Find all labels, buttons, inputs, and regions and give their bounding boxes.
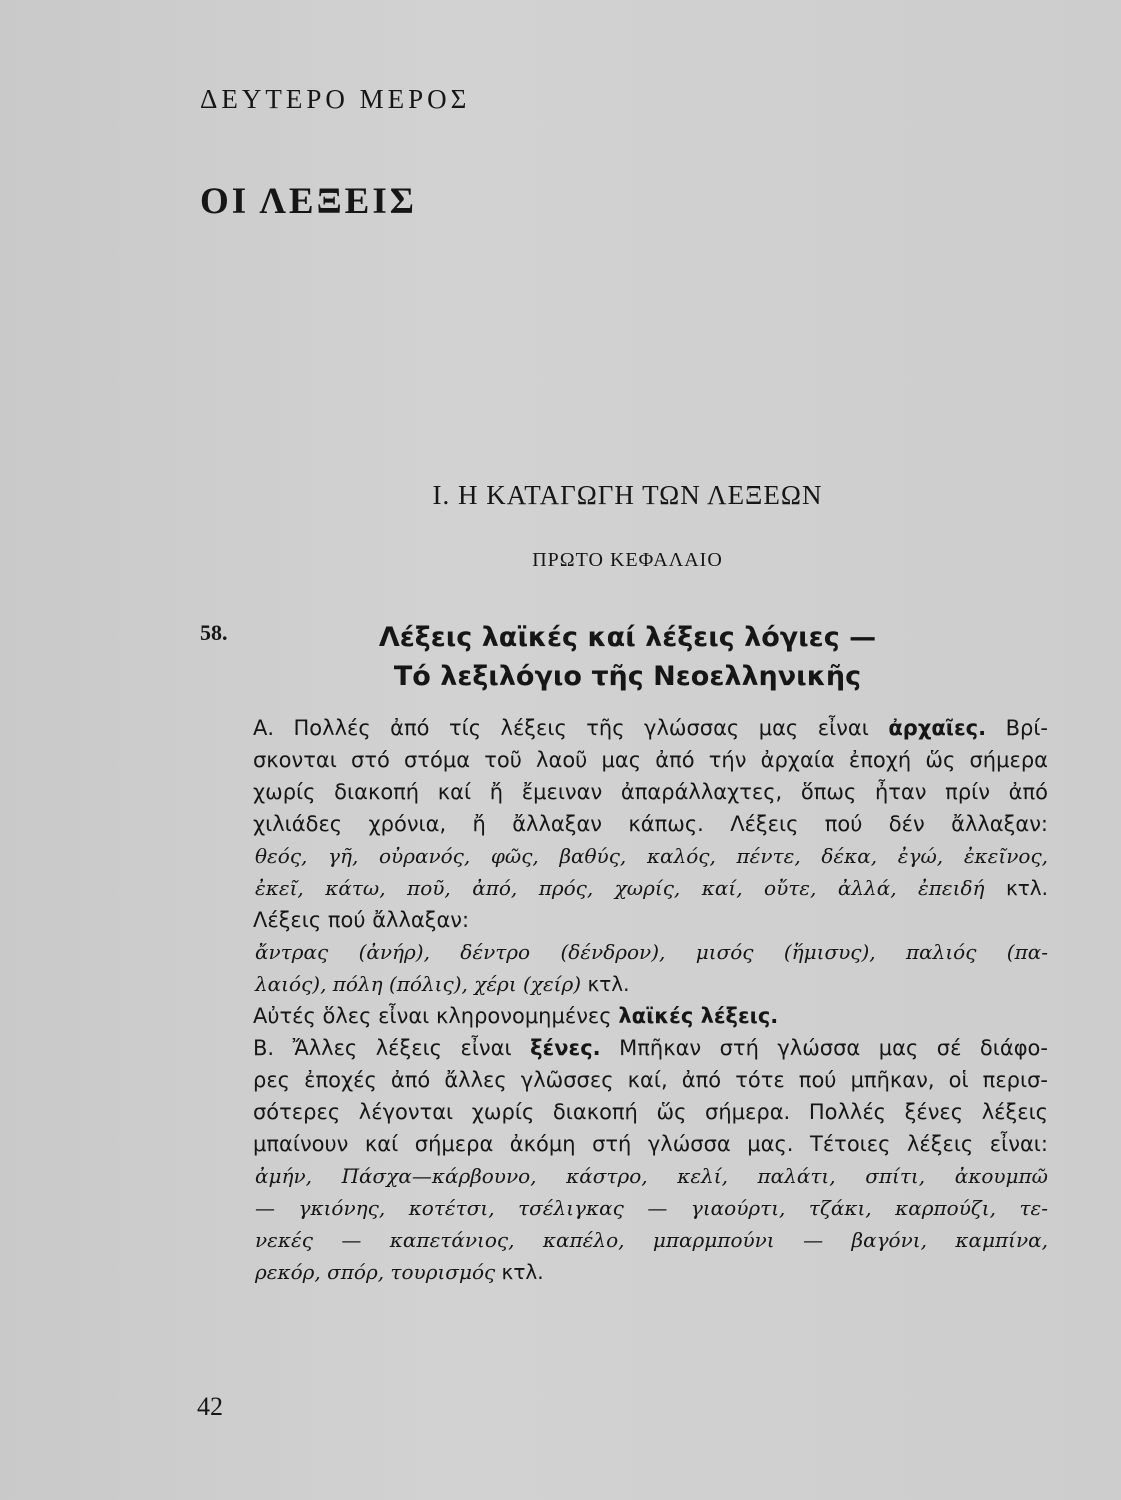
section-a-line-2: σκονται στό στόμα τοῦ λαοῦ μας ἀπό τήν ἀρχαία ἐποχή ὥς σήμερα — [253, 748, 1048, 772]
text-span: Μπῆκαν στή γλώσσα μας σέ διάφο- — [619, 1036, 1048, 1060]
changed-words-list — [253, 936, 1048, 1000]
unchanged-line-2 — [255, 872, 1048, 904]
foreign-line-1: ἀμήν, Πάσχα—κάρβουνο, κάστρο, κελί, παλάτι, σπίτι, ἀκουμπῶ — [255, 1164, 1048, 1188]
section-b-line-2: ρες ἐποχές ἀπό ἄλλες γλῶσσες καί, ἀπό τότε πού μπῆκαν, οἱ περισ- — [253, 1068, 1048, 1092]
changed-intro: Λέξεις πού ἄλλαξαν: — [253, 908, 470, 932]
text-span: Β. Ἄλλες λέξεις εἶναι — [253, 1036, 512, 1060]
foreign-words-list — [253, 1160, 1048, 1288]
section-a-line-1 — [253, 712, 1048, 744]
changed-line-1: ἄντρας (ἀνήρ), δέντρο (δένδρον), μισός (ἥμισυς), παλιός (πα- — [255, 940, 1048, 964]
unchanged-words-list — [253, 840, 1048, 904]
text-span: Βρί- — [1005, 716, 1048, 740]
text-span: Αὐτές ὅλες εἶναι κληρονομημένες — [253, 1004, 612, 1028]
section-heading: Ι. Η ΚΑΤΑΓΩΓΗ ΤΩΝ ΛΕΞΕΩΝ — [432, 480, 823, 510]
section-b-line-1 — [253, 1032, 1048, 1064]
text-span: λαιός), πόλη (πόλις), χέρι (χείρ) — [255, 972, 582, 996]
section-a-summary — [253, 1000, 1048, 1032]
chapter-label: ΠΡΩΤΟ ΚΕΦΑΛΑΙΟ — [532, 549, 723, 571]
section-b-line-4: μπαίνουν καί σήμερα ἀκόμη στή γλώσσα μας. Τέτοιες λέξεις εἶναι: — [253, 1132, 1048, 1156]
text-span: ρεκόρ, σπόρ, τουρισμός — [255, 1260, 496, 1284]
book-title: ΟΙ ΛΕΞΕΙΣ — [200, 181, 417, 222]
text-span: Α. Πολλές ἀπό τίς λέξεις τῆς γλώσσας μας εἶναι — [253, 716, 869, 740]
text-span: κτλ. — [1005, 876, 1048, 900]
heading-line-1: Λέξεις λαϊκές καί λέξεις λόγιες — — [378, 622, 877, 653]
text-span: κτλ. — [501, 1260, 544, 1284]
bold-term-folk: λαϊκές λέξεις. — [618, 1004, 779, 1028]
section-a-line-3: χωρίς διακοπή καί ἤ ἔμειναν ἀπαράλλαχτες, ὅπως ἦταν πρίν ἀπό — [253, 780, 1048, 804]
changed-line-2 — [255, 968, 1048, 1000]
paragraph-number: 58. — [200, 620, 228, 645]
foreign-line-2: — γκιόνης, κοτέτσι, τσέλιγκας — γιαούρτι, τζάκι, καρπούζι, τε- — [255, 1196, 1048, 1220]
heading-line-2: Τό λεξιλόγιο τῆς Νεοελληνικῆς — [393, 661, 862, 692]
text-span: κτλ. — [587, 972, 630, 996]
page-number: 42 — [197, 1392, 223, 1421]
unchanged-line-1: θεός, γῆ, οὐρανός, φῶς, βαθύς, καλός, πέντε, δέκα, ἐγώ, ἐκεῖνος, — [255, 844, 1048, 868]
text-span: ἐκεῖ, κάτω, ποῦ, ἀπό, πρός, χωρίς, καί, οὔτε, ἀλλά, ἐπειδή — [255, 876, 985, 900]
foreign-line-4 — [255, 1256, 1048, 1288]
bold-term-archaic: ἀρχαῖες. — [888, 716, 987, 740]
part-label: ΔΕΥΤΕΡΟ ΜΕΡΟΣ — [200, 84, 471, 114]
section-b-line-3: σότερες λέγονται χωρίς διακοπή ὥς σήμερα. Πολλές ξένες λέξεις — [253, 1100, 1048, 1124]
section-a-line-4: χιλιάδες χρόνια, ἤ ἄλλαξαν κάπως. Λέξεις πού δέν ἄλλαξαν: — [253, 812, 1048, 836]
bold-term-foreign: ξένες. — [530, 1036, 601, 1060]
body-text — [253, 712, 1048, 1288]
foreign-line-3: νεκές — καπετάνιος, καπέλο, μπαρμπούνι — βαγόνι, καμπίνα, — [255, 1228, 1048, 1252]
paragraph-heading — [200, 618, 1055, 696]
